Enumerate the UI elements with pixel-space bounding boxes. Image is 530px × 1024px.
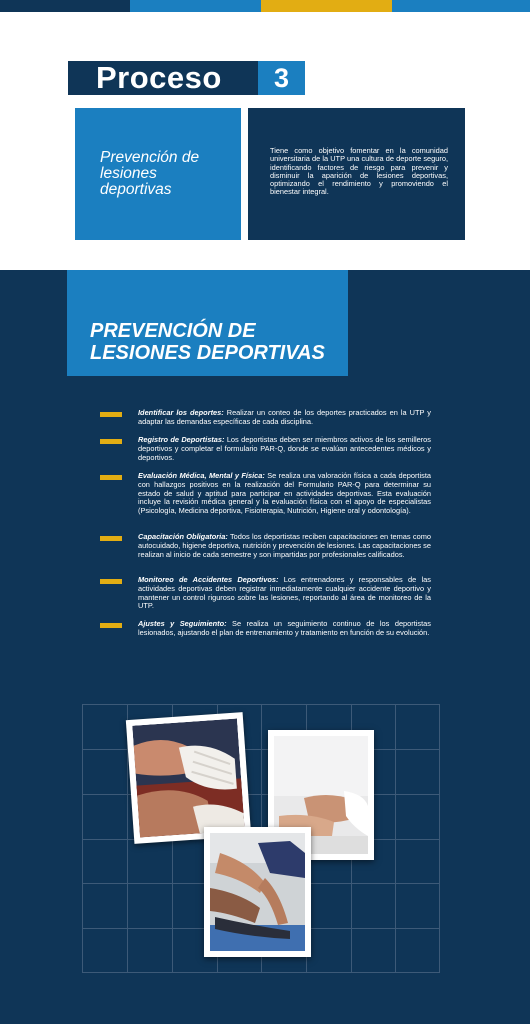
list-item-body: Se realiza una valoración física a cada deportista con hallazgos positivos en la realización del Formulario PAR-Q para determinar su estado de salud y aptitud para participar en actividades deportivas. Esta evaluación incluye la revisión médica general y la evaluación física con el apoyo de especialistas (Psicología, Medicina deportiva, Fisioterapia, Nutrición, Higiene oral y odontología). bbox=[138, 471, 431, 516]
process-label: Proceso bbox=[96, 60, 222, 95]
list-item-body: Se realiza un seguimiento continuo de los deportistas lesionados, ajustando el plan de entrenamiento y tratamiento en función de su evolución. bbox=[138, 619, 431, 637]
top-stripe-yellow bbox=[261, 0, 392, 12]
intro-title: Prevención de lesiones deportivas bbox=[100, 149, 200, 198]
intro-description: Tiene como objetivo fomentar en la comunidad universitaria de la UTP una cultura de deporte seguro, identificando factores de riesgo para prevenir y disminuir la aparición de lesiones deportivas, optimizando el rendimiento y promoviendo el bienestar integral. bbox=[270, 146, 448, 197]
bullet-dash bbox=[100, 623, 122, 628]
bullet-dash bbox=[100, 536, 122, 541]
list-item-term: Registro de Deportistas: bbox=[138, 435, 225, 444]
top-stripe-navy bbox=[0, 0, 130, 12]
list-item-body: Los deportistas deben ser miembros activos de los semilleros deportivos y completar el formulario PAR-Q, donde se evalúan antecedentes médicos y deportivos. bbox=[138, 435, 431, 462]
top-stripe-blue bbox=[130, 0, 261, 12]
list-item-term: Capacitación Obligatoria: bbox=[138, 532, 228, 541]
bullet-dash bbox=[100, 439, 122, 444]
list-item-body: Los entrenadores y responsables de las actividades deportivas deben registrar inmediatamente cualquier accidente deportivo y mantener un control riguroso sobre las lesiones, reportando al área de monitoreo de la UTP. bbox=[138, 575, 431, 611]
section-title bbox=[90, 320, 340, 364]
list-item-text bbox=[138, 409, 431, 427]
list-item-text bbox=[138, 533, 431, 559]
list-item-term: Evaluación Médica, Mental y Física: bbox=[138, 471, 265, 480]
list-item-text bbox=[138, 620, 431, 638]
list-item-term: Identificar los deportes: bbox=[138, 408, 224, 417]
photo-hand-bandage bbox=[126, 712, 251, 844]
list-item-term: Monitoreo de Accidentes Deportivos: bbox=[138, 575, 279, 584]
list-item-term: Ajustes y Seguimiento: bbox=[138, 619, 227, 628]
photo-physio-stretch bbox=[204, 827, 311, 957]
process-number: 3 bbox=[258, 61, 305, 95]
list-item-body: Realizar un conteo de los deportes practicados en la UTP y adaptar las demandas específicas de cada disciplina. bbox=[138, 408, 431, 426]
photo-hand-bandage-image bbox=[132, 718, 245, 837]
list-item-text bbox=[138, 472, 431, 516]
bullet-dash bbox=[100, 579, 122, 584]
section-title-line1: PREVENCIÓN DE bbox=[90, 320, 256, 342]
bullet-dash bbox=[100, 475, 122, 480]
photo-physio-stretch-image bbox=[210, 833, 305, 951]
list-item-text bbox=[138, 436, 431, 462]
bullet-dash bbox=[100, 412, 122, 417]
top-stripe-blue-2 bbox=[392, 0, 530, 12]
list-item-body: Todos los deportistas reciben capacitaciones en temas como autocuidado, higiene deportiva, nutrición y prevención de lesiones. Las capacitaciones se realizan al inicio de cada semestre y son impartidas por profesionales calificados. bbox=[138, 532, 431, 559]
section-title-line2: LESIONES DEPORTIVAS bbox=[90, 342, 325, 364]
list-item-text bbox=[138, 576, 431, 611]
